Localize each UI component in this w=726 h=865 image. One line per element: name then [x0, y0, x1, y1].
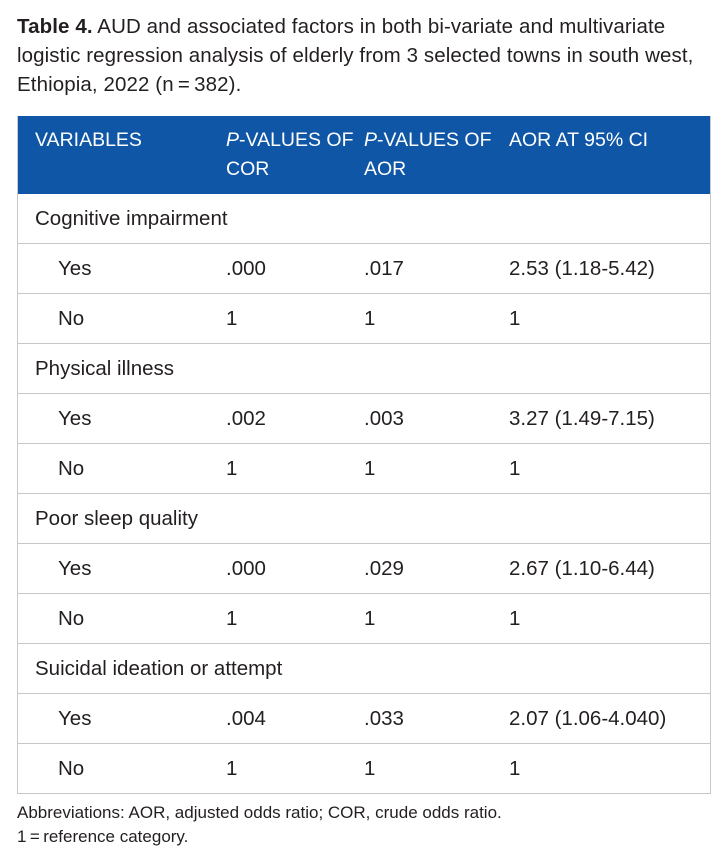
p-cor-cell: 1: [226, 744, 364, 794]
level-cell: No: [18, 444, 226, 494]
group-row: [18, 344, 710, 394]
p-aor-cell: .003: [364, 394, 509, 444]
group-row: [18, 494, 710, 544]
caption-text: AUD and associated factors in both bi-variate and multivariate logistic regression analysis of elderly from 3 selected towns in south west, Ethiopia, 2022 (n = 382).: [17, 15, 694, 96]
table-caption: [17, 12, 697, 99]
p-cor-cell: .004: [226, 694, 364, 744]
aor-cell: 2.67 (1.10-6.44): [509, 544, 710, 594]
level-cell: No: [18, 744, 226, 794]
header-p-cor-rest: -VALUES OF COR: [226, 129, 354, 180]
aor-cell: 1: [509, 444, 710, 494]
p-cor-cell: 1: [226, 444, 364, 494]
level-cell: No: [18, 594, 226, 644]
aor-cell: 3.27 (1.49-7.15): [509, 394, 710, 444]
p-aor-cell: .033: [364, 694, 509, 744]
p-cor-cell: 1: [226, 594, 364, 644]
level-cell: No: [18, 294, 226, 344]
group-label: Poor sleep quality: [18, 494, 710, 544]
group-label: Cognitive impairment: [35, 206, 228, 230]
aor-cell: 2.07 (1.06-4.040): [509, 694, 710, 744]
table-row: [18, 594, 710, 644]
header-p-italic: P: [364, 129, 378, 151]
p-aor-cell: 1: [364, 294, 509, 344]
aor-cell: 1: [509, 594, 710, 644]
table-row: [18, 544, 710, 594]
table-row: [18, 294, 710, 344]
header-p-values-aor: [364, 116, 509, 194]
p-aor-cell: 1: [364, 594, 509, 644]
table-row: [18, 244, 710, 294]
table-footnote: [17, 801, 707, 848]
aor-cell: 1: [509, 294, 710, 344]
level-cell: Yes: [18, 244, 226, 294]
p-aor-cell: 1: [364, 444, 509, 494]
data-table: [18, 116, 710, 793]
p-cor-cell: 1: [226, 294, 364, 344]
p-cor-cell: .000: [226, 244, 364, 294]
table-header-row: [18, 116, 710, 194]
caption-label: Table 4.: [17, 15, 93, 38]
group-label: Suicidal ideation or attempt: [18, 644, 710, 694]
level-cell: Yes: [18, 394, 226, 444]
level-cell: Yes: [18, 544, 226, 594]
aor-cell: 2.53 (1.18-5.42): [509, 244, 710, 294]
data-table-container: [17, 116, 711, 794]
group-label: Physical illness: [18, 344, 710, 394]
footnote-abbreviations: Abbreviations: AOR, adjusted odds ratio; COR, crude odds ratio.: [17, 803, 502, 822]
group-row: [18, 194, 710, 244]
header-p-aor-rest: -VALUES OF AOR: [364, 129, 492, 180]
header-p-values-cor: [226, 116, 364, 194]
table-row: [18, 744, 710, 794]
header-p-italic: P: [226, 129, 240, 151]
header-aor-ci: AOR AT 95% CI: [509, 129, 649, 151]
group-row: [18, 644, 710, 694]
p-aor-cell: .017: [364, 244, 509, 294]
table-row: [18, 394, 710, 444]
table-row: [18, 694, 710, 744]
p-cor-cell: .002: [226, 394, 364, 444]
p-aor-cell: 1: [364, 744, 509, 794]
footnote-reference: 1 = reference category.: [17, 826, 189, 846]
aor-cell: 1: [509, 744, 710, 794]
header-variables: VARIABLES: [35, 129, 142, 151]
p-aor-cell: .029: [364, 544, 509, 594]
level-cell: Yes: [18, 694, 226, 744]
p-cor-cell: .000: [226, 544, 364, 594]
table-row: [18, 444, 710, 494]
